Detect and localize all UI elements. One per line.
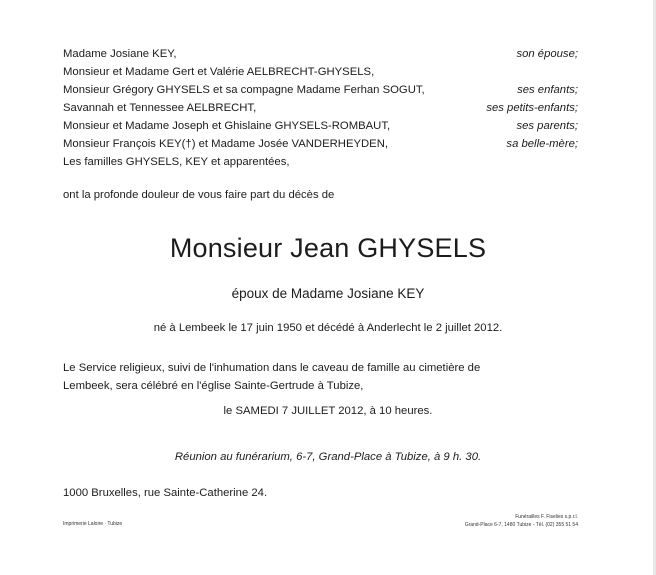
deceased-name: Monsieur Jean GHYSELS <box>169 233 487 263</box>
family-member-name: Madame Josiane KEY, <box>63 48 177 60</box>
family-relation: sa belle-mère; <box>506 138 578 150</box>
family-relation: son épouse; <box>516 48 578 60</box>
family-relation: ses enfants; <box>517 84 578 96</box>
spouse-line: époux de Madame Josiane KEY <box>231 286 425 301</box>
service-line-2: Lembeek, sera célébré en l'église Sainte-Gertrude à Tubize, <box>63 380 364 392</box>
family-row <box>63 117 578 135</box>
family-member-name: Monsieur et Madame Gert et Valérie AELBRECHT-GHYSELS, <box>63 66 375 78</box>
family-row <box>63 81 578 99</box>
family-relation: ses petits-enfants; <box>486 102 578 114</box>
family-row <box>63 63 578 81</box>
reunion-line: Réunion au funérarium, 6-7, Grand-Place à Tubize, à 9 h. 30. <box>174 451 482 463</box>
family-member-name: Monsieur et Madame Joseph et Ghislaine GHYSELS-ROMBAUT, <box>63 120 391 132</box>
family-row <box>63 153 578 171</box>
announcement-text: ont la profonde douleur de vous faire part du décès de <box>63 189 335 201</box>
address-line: 1000 Bruxelles, rue Sainte-Catherine 24. <box>63 487 268 499</box>
family-member-name: Monsieur Grégory GHYSELS et sa compagne Madame Ferhan SOGUT, <box>63 84 425 96</box>
family-member-name: Savannah et Tennessee AELBRECHT, <box>63 102 257 114</box>
birth-death-line: né à Lembeek le 17 juin 1950 et décédé à Anderlecht le 2 juillet 2012. <box>153 322 503 334</box>
service-line-1: Le Service religieux, suivi de l'inhumation dans le caveau de famille au cimetière de <box>63 362 481 374</box>
family-row <box>63 99 578 117</box>
funeral-home-address: Grand-Place 6-7, 1480 Tubize - Tél. (02) 355 51 54 <box>464 522 578 528</box>
funeral-home-name: Funérailles F. Fiselies s.p.r.l. <box>515 514 578 520</box>
family-row <box>63 45 578 63</box>
family-row <box>63 135 578 153</box>
service-date: le SAMEDI 7 JUILLET 2012, à 10 heures. <box>223 405 433 417</box>
family-member-name: Monsieur François KEY(†) et Madame Josée VANDERHEYDEN, <box>63 138 389 150</box>
family-member-name: Les familles GHYSELS, KEY et apparentées, <box>63 156 290 168</box>
family-relation: ses parents; <box>516 120 578 132</box>
printer-credit: Imprimerie Laloire · Tubize <box>63 521 123 527</box>
